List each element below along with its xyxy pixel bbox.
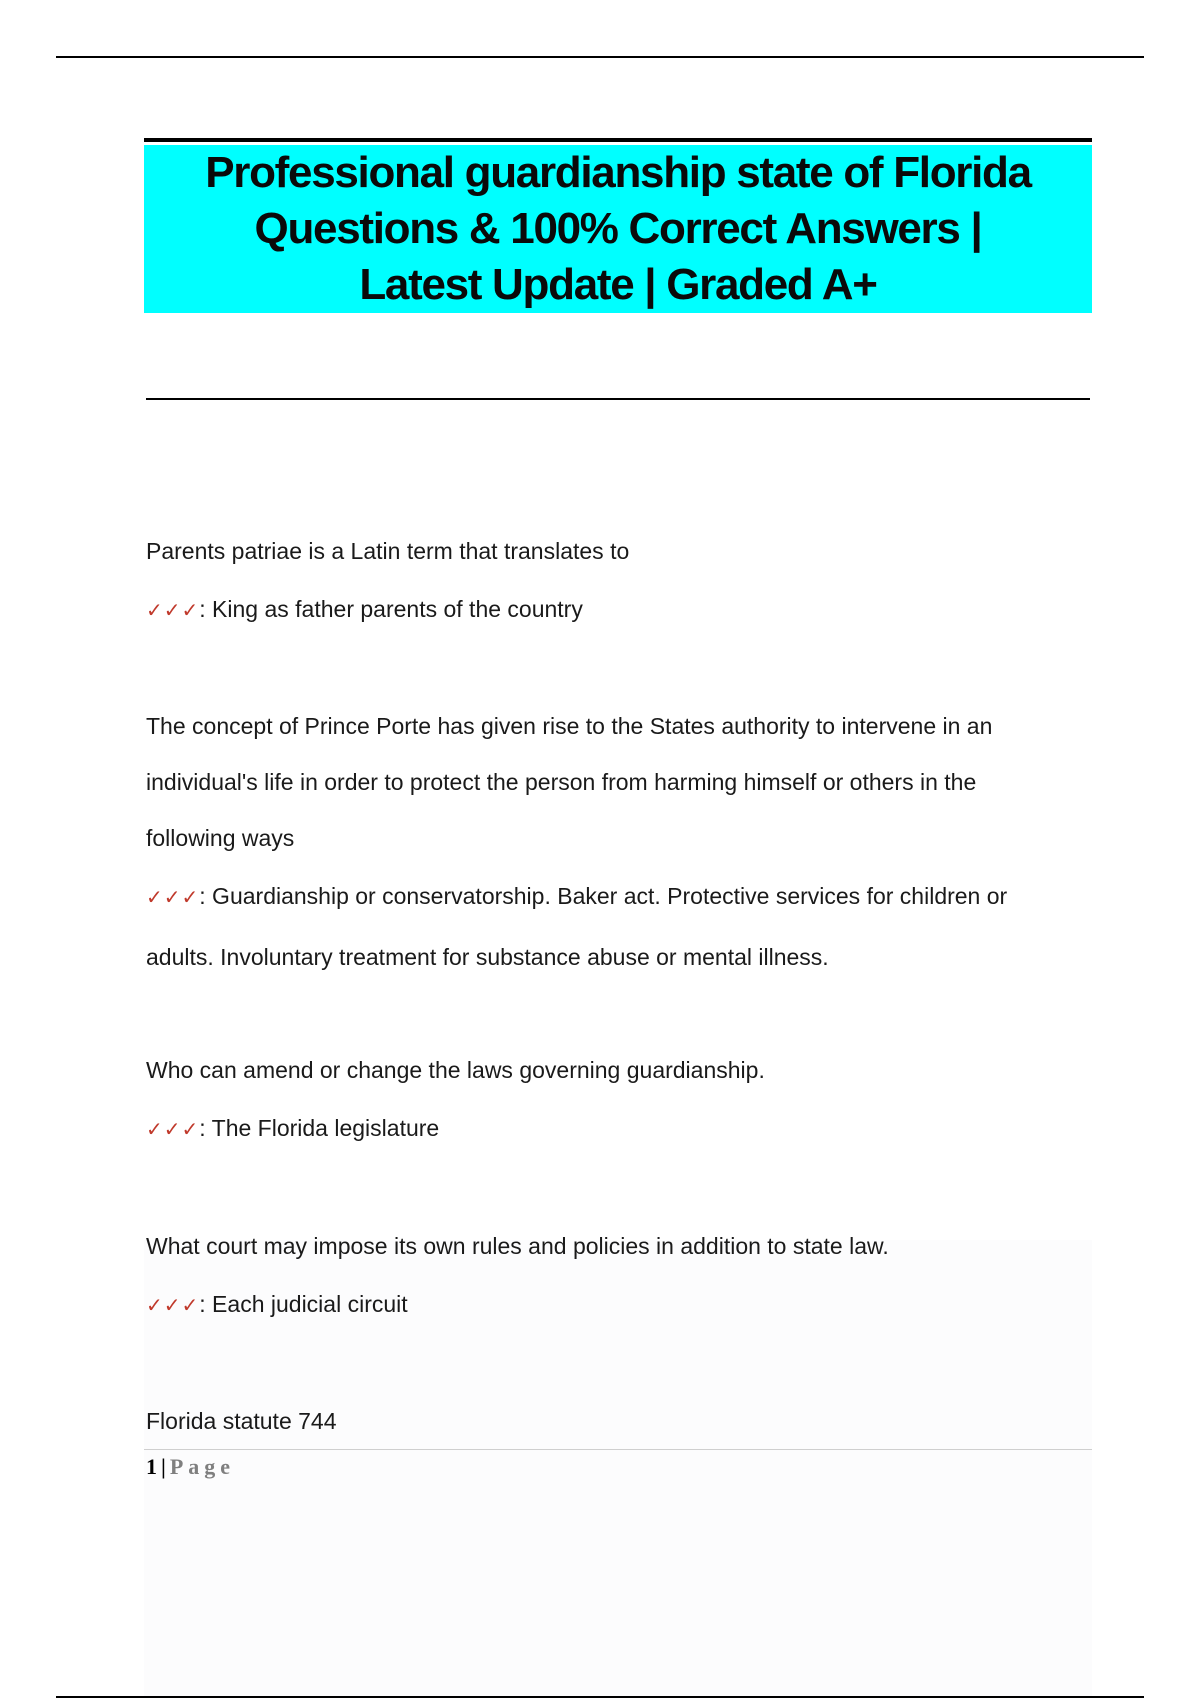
question-text: Florida statute 744 [146, 1408, 337, 1434]
check-marks-icon: ✓✓✓ [146, 885, 200, 909]
title-line-2: Questions & 100% Correct Answers | [254, 204, 982, 253]
answer-value: King as father parents of the country [205, 596, 583, 622]
answer-text [146, 579, 1076, 640]
answer-value: Each judicial circuit [205, 1291, 408, 1317]
footer-rule [144, 1449, 1092, 1450]
answer-text-line-2: adults. Involuntary treatment for substance abuse or mental illness. [146, 944, 829, 970]
page-number: 1 [146, 1454, 157, 1479]
qa-item-2 [146, 698, 1076, 987]
title-top-rule [144, 138, 1092, 142]
question-text: Parents patriae is a Latin term that translates to [146, 538, 630, 564]
answer-separator: : [199, 596, 206, 622]
page-footer [146, 1452, 235, 1482]
qa-item-1 [146, 523, 1076, 640]
title-bottom-rule [146, 398, 1090, 400]
title-banner [144, 145, 1092, 313]
question-text-line-1: The concept of Prince Porte has given rise to the States authority to intervene in an [146, 713, 993, 739]
answer-separator: : [199, 883, 206, 909]
answer-value: The Florida legislature [205, 1115, 440, 1141]
check-marks-icon: ✓✓✓ [146, 598, 200, 622]
answer-value: Guardianship or conservatorship. Baker act. Protective services for children or [205, 883, 1008, 909]
answer-text [146, 1098, 1076, 1159]
page-bottom-rule [56, 1696, 1144, 1698]
document-title [195, 145, 1041, 313]
answer-separator: : [199, 1291, 206, 1317]
check-marks-icon: ✓✓✓ [146, 1293, 200, 1317]
qa-item-3 [146, 1042, 1076, 1159]
question-text: What court may impose its own rules and policies in addition to state law. [146, 1233, 889, 1259]
footer-separator: | [161, 1454, 166, 1479]
question-text-line-2: individual's life in order to protect the person from harming himself or others in the [146, 769, 977, 795]
qa-item-5 [146, 1393, 1076, 1449]
page-top-rule [56, 56, 1144, 58]
answer-text-line-1 [146, 866, 1076, 927]
answer-separator: : [199, 1115, 206, 1141]
page-label: Page [169, 1454, 236, 1479]
title-line-3: Latest Update | Graded A+ [359, 260, 877, 309]
title-line-1: Professional guardianship state of Florida [205, 148, 1031, 197]
check-marks-icon: ✓✓✓ [146, 1117, 200, 1141]
question-text: Who can amend or change the laws governing guardianship. [146, 1057, 765, 1083]
question-text-line-3: following ways [146, 825, 295, 851]
answer-text [146, 1274, 1076, 1335]
qa-item-4 [146, 1218, 1076, 1335]
